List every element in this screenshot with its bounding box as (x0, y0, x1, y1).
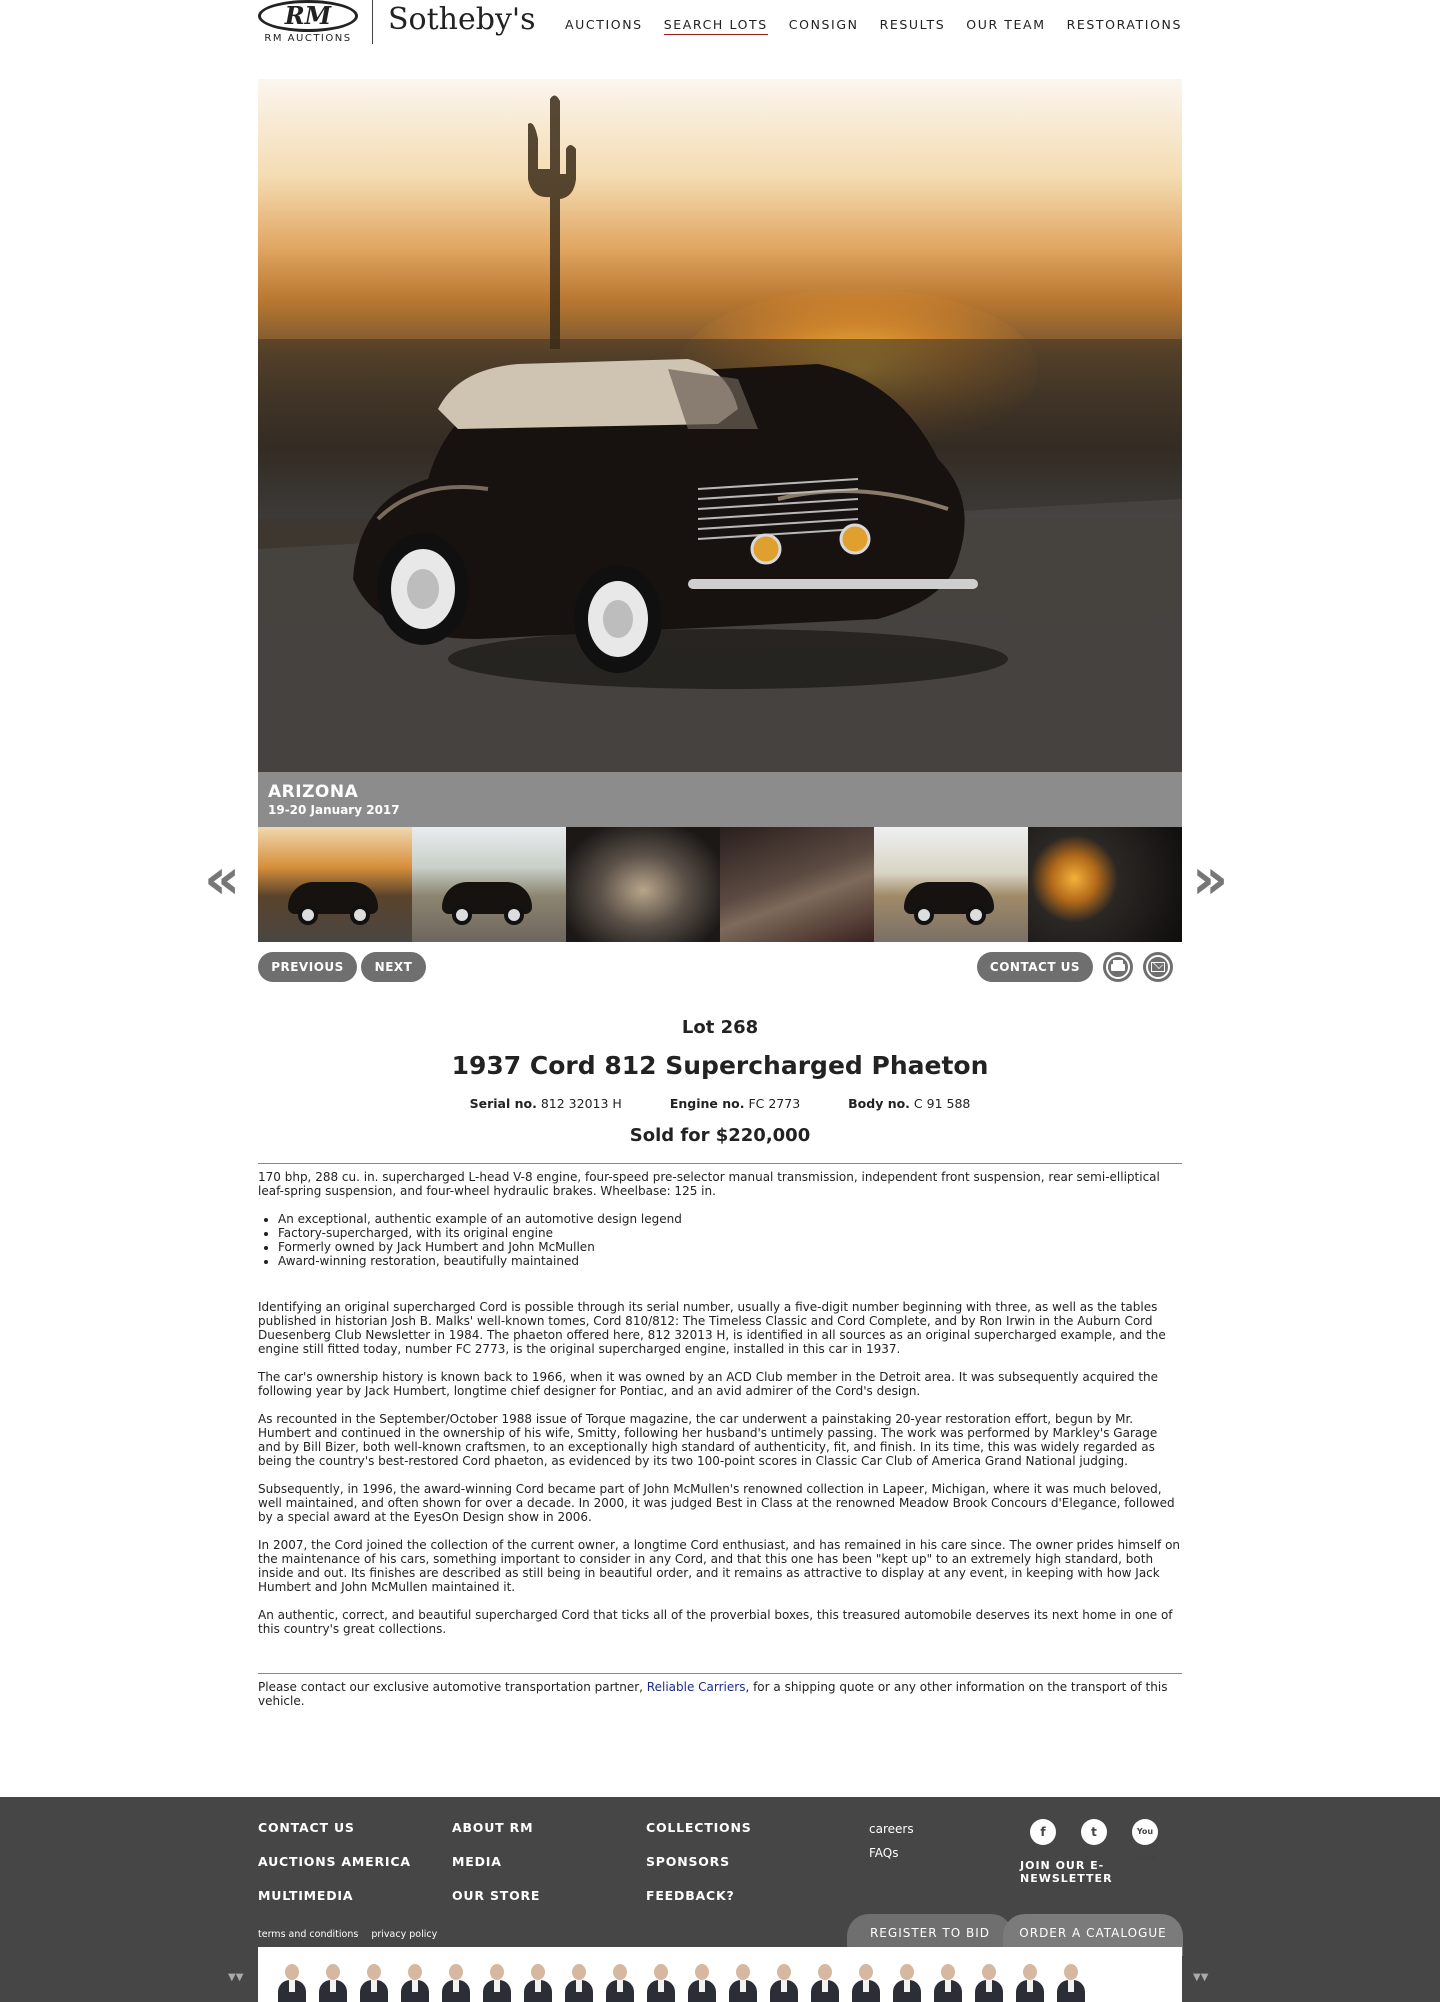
description-paragraph: Identifying an original supercharged Cord is possible through its serial number, usually a five-digit number beginning with three, as well as the tables published in historian Josh B. Malks' well-known tomes, Cord 810/812: The Timeless Classic and Cord Complete, and by Ron Irwin in the Auburn Cord Duesenberg Club Newsletter in 1984. The phaeton offered here, 812 32013 H, is identified in all sources as an original supercharged example, and the engine still fitted today, number FC 2773, is the original supercharged engine, installed in this car in 1937. (258, 1300, 1166, 1356)
twitter-icon[interactable]: t (1081, 1819, 1107, 1845)
thumbnail[interactable] (1028, 827, 1182, 942)
footer-link-sponsors[interactable]: SPONSORS (646, 1854, 730, 1869)
footer-column (452, 1811, 540, 1913)
car-illustration (258, 79, 1182, 772)
highlight-item: • An exceptional, authentic example of an automotive design legend (278, 1212, 1182, 1226)
portrait-shirt (1068, 1980, 1074, 1992)
wheel (504, 905, 524, 925)
portrait-head (695, 1964, 709, 1980)
divider (258, 1673, 1182, 1674)
serial-value: 812 32013 H (540, 1096, 622, 1111)
portrait-head (490, 1964, 504, 1980)
wheel (966, 905, 986, 925)
portrait-shirt (576, 1980, 582, 1992)
nav-our-team[interactable]: OUR TEAM (966, 17, 1046, 32)
next-lot-button[interactable]: NEXT (361, 952, 426, 982)
thumbnail[interactable] (258, 827, 412, 942)
footer-link-careers[interactable]: careers (869, 1822, 914, 1836)
team-member-portrait (1057, 1962, 1085, 2002)
facebook-icon[interactable]: f (1030, 1819, 1056, 1845)
portrait-head (367, 1964, 381, 1980)
lot-title: 1937 Cord 812 Supercharged Phaeton (451, 1051, 989, 1080)
highlight-item: • Factory-supercharged, with its original engine (278, 1226, 1182, 1240)
highlights-list (278, 1212, 1182, 1268)
logo-rm-text: RM (284, 1, 332, 30)
privacy-link[interactable]: privacy policy (371, 1929, 438, 1940)
team-member-portrait (1016, 1962, 1044, 2002)
lot-description (258, 1170, 1182, 1650)
serial-number (470, 1096, 622, 1111)
auction-caption (258, 772, 1182, 827)
team-member-portrait (360, 1962, 388, 2002)
chevron-down-icon[interactable]: ▼▼ (228, 1972, 244, 1983)
nav-restorations[interactable]: RESTORATIONS (1066, 17, 1182, 32)
specs-paragraph: 170 bhp, 288 cu. in. supercharged L-head V-8 engine, four-speed pre-selector manual transmission, independent front suspension, rear semi-elliptical leaf-spring suspension, and four-wheel hydraulic brakes. Wheelbase: 125 in. (258, 1170, 1160, 1198)
portrait-shirt (412, 1980, 418, 1992)
portrait-shirt (617, 1980, 623, 1992)
team-member-portrait (729, 1962, 757, 2002)
thumbnail[interactable] (720, 827, 874, 942)
gallery-prev-arrow[interactable]: « (204, 847, 241, 912)
description-paragraph: Subsequently, in 1996, the award-winning Cord became part of John McMullen's renowned collection in Lapeer, Michigan, where it was much beloved, well maintained, and often shown for over a decade. In 2000, it was judged Best in Class at the renowned Meadow Brook Concours d'Elegance, followed by a special award at the EyesOn Design show in 2006. (258, 1482, 1175, 1524)
main-nav (565, 17, 1182, 35)
portrait-shirt (453, 1980, 459, 1992)
description-paragraph: As recounted in the September/October 1988 issue of Torque magazine, the car underwent a painstaking 20-year restoration effort, begun by Mr. Humbert and continued in the ownership of his wife, Smitty, following her husband's untimely passing. The work was performed by Markley's Garage and by Bill Bizer, both well-known craftsmen, to an exceptionally high standard of authenticity, fit, and finish. In its time, this was widely regarded as being the country's best-restored Cord phaeton, as evidenced by its two 100-point scores in Classic Car Club of America Grand National judging. (258, 1412, 1158, 1468)
portrait-shirt (535, 1980, 541, 1992)
team-member-portrait (893, 1962, 921, 2002)
shipping-note (258, 1680, 1182, 1708)
portrait-shirt (371, 1980, 377, 1992)
body-number (848, 1096, 970, 1111)
thumbnail-strip (258, 827, 1182, 942)
portrait-shirt (1027, 1980, 1033, 1992)
team-member-portrait (934, 1962, 962, 2002)
nav-auctions[interactable]: AUCTIONS (565, 17, 643, 32)
rm-auctions-logo[interactable] (258, 0, 358, 46)
team-member-portrait (319, 1962, 347, 2002)
order-catalogue-tab[interactable]: ORDER A CATALOGUE (1003, 1914, 1183, 1956)
contact-us-button[interactable]: CONTACT US (977, 952, 1093, 982)
shipping-text-before: Please contact our exclusive automotive transportation partner, (258, 1680, 647, 1694)
youtube-icon[interactable]: You Tube (1132, 1819, 1158, 1845)
footer-link-multimedia[interactable]: MULTIMEDIA (258, 1888, 354, 1903)
description-paragraph: The car's ownership history is known back to 1966, when it was owned by an ACD Club member in the Detroit area. It was subsequently acquired the following year by Jack Humbert, longtime chief designer for Pontiac, and an avid admirer of the Cord's design. (258, 1370, 1159, 1398)
portrait-shirt (494, 1980, 500, 1992)
chevron-down-icon[interactable]: ▼▼ (1193, 1972, 1209, 1983)
lot-number: Lot 268 (681, 1017, 759, 1038)
wheel (452, 905, 472, 925)
portrait-shirt (658, 1980, 664, 1992)
sothebys-logo[interactable]: Sotheby's (388, 2, 536, 37)
body-label: Body no. (848, 1096, 910, 1111)
newsletter-link[interactable]: JOIN OUR E-NEWSLETTER (1020, 1859, 1113, 1885)
auction-location: ARIZONA (268, 782, 359, 802)
portrait-shirt (289, 1980, 295, 1992)
team-member-portrait (483, 1962, 511, 2002)
portrait-head (900, 1964, 914, 1980)
footer-small-links (869, 1817, 914, 1865)
team-member-portrait (606, 1962, 634, 2002)
portrait-head (1023, 1964, 1037, 1980)
portrait-shirt (740, 1980, 746, 1992)
logo-rm-subtitle: RM AUCTIONS (264, 33, 352, 44)
footer-link-about-rm[interactable]: ABOUT RM (452, 1820, 534, 1835)
portrait-shirt (822, 1980, 828, 1992)
footer-column (646, 1811, 752, 1913)
team-photo-strip[interactable] (258, 1947, 1182, 2002)
portrait-head (777, 1964, 791, 1980)
body-value: C 91 588 (913, 1096, 971, 1111)
footer-link-contact-us[interactable]: CONTACT US (258, 1820, 355, 1835)
thumbnail[interactable] (566, 827, 720, 942)
team-member-portrait (975, 1962, 1003, 2002)
portrait-shirt (863, 1980, 869, 1992)
gallery-next-arrow[interactable]: » (1192, 847, 1229, 912)
portrait-shirt (781, 1980, 787, 1992)
thumbnail[interactable] (412, 827, 566, 942)
wheel (350, 905, 370, 925)
portrait-head (1064, 1964, 1078, 1980)
team-member-portrait (442, 1962, 470, 2002)
portrait-head (285, 1964, 299, 1980)
nav-consign[interactable]: CONSIGN (788, 17, 859, 32)
logo-divider (372, 0, 373, 44)
portrait-shirt (945, 1980, 951, 1992)
divider (258, 1163, 1182, 1164)
shipping-text-after: , for a shipping quote or any other information on the transport of this vehicle. (258, 1680, 1168, 1708)
footer-column (258, 1811, 411, 1913)
footer-link-feedback[interactable]: FEEDBACK? (646, 1888, 735, 1903)
engine-value: FC 2773 (748, 1096, 801, 1111)
portrait-shirt (699, 1980, 705, 1992)
portrait-head (982, 1964, 996, 1980)
nav-search-lots[interactable]: SEARCH LOTS (664, 17, 768, 35)
description-paragraph: An authentic, correct, and beautiful supercharged Cord that ticks all of the proverbial boxes, this treasured automobile deserves its next home in one of this country's great collections. (258, 1608, 1173, 1636)
footer-link-collections[interactable]: COLLECTIONS (646, 1820, 752, 1835)
email-button[interactable] (1143, 952, 1173, 982)
engine-number (670, 1096, 800, 1111)
vehicle-identifiers (258, 1096, 1182, 1111)
wheel (298, 905, 318, 925)
portrait-head (818, 1964, 832, 1980)
wheel (914, 905, 934, 925)
site-footer (0, 1797, 1440, 2002)
footer-link-media[interactable]: MEDIA (452, 1854, 502, 1869)
portrait-head (326, 1964, 340, 1980)
site-header (258, 0, 1182, 50)
portrait-head (654, 1964, 668, 1980)
engine-label: Engine no. (669, 1096, 745, 1111)
team-member-portrait (524, 1962, 552, 2002)
footer-link-faqs[interactable]: FAQs (869, 1846, 899, 1860)
team-member-portrait (770, 1962, 798, 2002)
serial-label: Serial no. (469, 1096, 537, 1111)
legal-links (258, 1929, 447, 1940)
team-member-portrait (811, 1962, 839, 2002)
footer-link-auctions-america[interactable]: AUCTIONS AMERICA (258, 1854, 411, 1869)
reliable-carriers-link[interactable]: Reliable Carriers (646, 1680, 746, 1694)
portrait-shirt (986, 1980, 992, 1992)
team-member-portrait (852, 1962, 880, 2002)
team-member-portrait (278, 1962, 306, 2002)
highlight-item: • Formerly owned by Jack Humbert and John McMullen (278, 1240, 1182, 1254)
portrait-head (941, 1964, 955, 1980)
portrait-head (449, 1964, 463, 1980)
description-paragraph: In 2007, the Cord joined the collection of the current owner, a longtime Cord enthusiast, and has remained in his care since. The owner prides himself on the maintenance of his cars, something important to consider in any Cord, and that this one has been "kept up" to an extremely high standard, both inside and out. Its finishes are described as still being in beautiful order, and it remains as attractive to display at any event, in keeping with how Jack Humbert and John McMullen maintained it. (258, 1538, 1181, 1594)
register-to-bid-tab[interactable]: REGISTER TO BID (847, 1914, 1013, 1956)
portrait-head (572, 1964, 586, 1980)
portrait-shirt (904, 1980, 910, 1992)
print-button[interactable] (1103, 952, 1133, 982)
portrait-shirt (330, 1980, 336, 1992)
footer-link-our-store[interactable]: OUR STORE (452, 1888, 541, 1903)
portrait-head (408, 1964, 422, 1980)
thumbnail[interactable] (874, 827, 1028, 942)
portrait-head (531, 1964, 545, 1980)
portrait-head (613, 1964, 627, 1980)
sold-price: Sold for $220,000 (629, 1125, 811, 1146)
portrait-head (859, 1964, 873, 1980)
hero-car-photo[interactable] (258, 79, 1182, 772)
team-member-portrait (565, 1962, 593, 2002)
print-icon-body (1111, 964, 1125, 971)
auction-dates: 19-20 January 2017 (268, 803, 400, 817)
nav-results[interactable]: RESULTS (879, 17, 946, 32)
team-member-portrait (401, 1962, 429, 2002)
previous-lot-button[interactable]: PREVIOUS (258, 952, 357, 982)
highlight-item: • Award-winning restoration, beautifully maintained (278, 1254, 1182, 1268)
portrait-head (736, 1964, 750, 1980)
team-member-portrait (688, 1962, 716, 2002)
team-member-portrait (647, 1962, 675, 2002)
terms-link[interactable]: terms and conditions (258, 1929, 359, 1940)
